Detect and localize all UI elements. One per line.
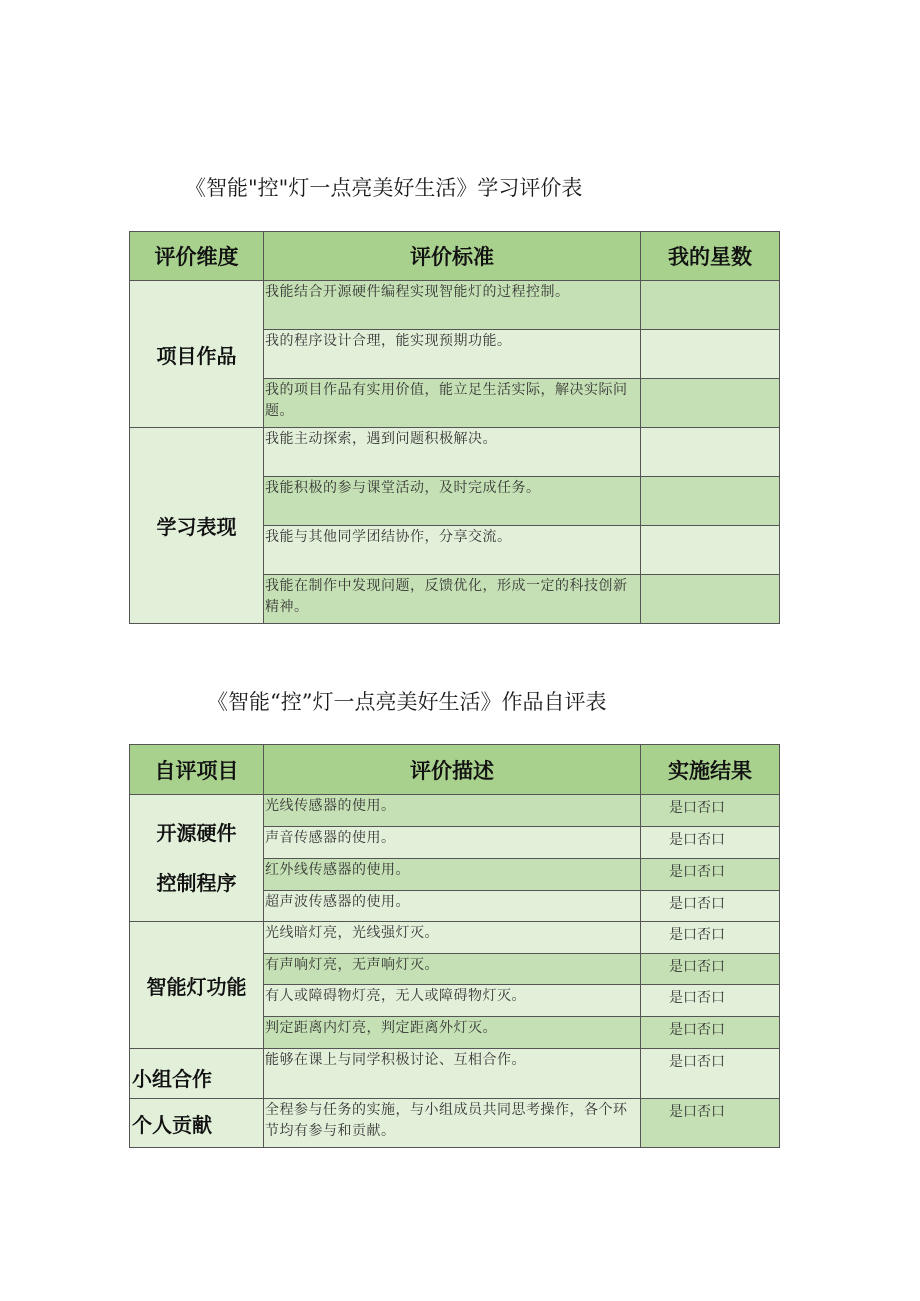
item-group-cooperation: 小组合作 [130, 1049, 264, 1099]
result-checkbox[interactable]: 是口否口 [641, 954, 780, 985]
result-checkbox[interactable]: 是口否口 [641, 1099, 780, 1148]
result-checkbox[interactable]: 是口否口 [641, 891, 780, 922]
star-cell[interactable] [641, 575, 780, 624]
result-checkbox[interactable]: 是口否口 [641, 859, 780, 891]
criterion-text: 我的程序设计合理，能实现预期功能。 [264, 330, 641, 379]
criterion-text: 我能积极的参与课堂活动，及时完成任务。 [264, 477, 641, 526]
header-result: 实施结果 [641, 745, 780, 795]
criterion-text: 我的项目作品有实用价值，能立足生活实际，解决实际问题。 [264, 379, 641, 428]
learning-evaluation-title: 《智能"控"灯一点亮美好生活》学习评价表 [185, 176, 583, 200]
header-self-item: 自评项目 [130, 745, 264, 795]
criterion-text: 我能与其他同学团结协作，分享交流。 [264, 526, 641, 575]
description-text: 全程参与任务的实施，与小组成员共同思考操作，各个环节均有参与和贡献。 [264, 1099, 641, 1148]
criterion-text: 我能主动探索，遇到问题积极解决。 [264, 428, 641, 477]
criterion-text: 我能在制作中发现问题，反馈优化，形成一定的科技创新精神。 [264, 575, 641, 624]
description-text: 超声波传感器的使用。 [264, 891, 641, 922]
star-cell[interactable] [641, 477, 780, 526]
description-text: 声音传感器的使用。 [264, 827, 641, 859]
header-description: 评价描述 [264, 745, 641, 795]
criterion-text: 我能结合开源硬件编程实现智能灯的过程控制。 [264, 281, 641, 330]
result-checkbox[interactable]: 是口否口 [641, 922, 780, 954]
item-line: 控制程序 [156, 871, 237, 895]
result-checkbox[interactable]: 是口否口 [641, 1049, 780, 1099]
learning-evaluation-table [129, 231, 780, 624]
star-cell[interactable] [641, 428, 780, 477]
header-dimension: 评价维度 [130, 232, 264, 281]
star-cell[interactable] [641, 379, 780, 428]
description-text: 判定距离内灯亮，判定距离外灯灭。 [264, 1017, 641, 1049]
header-stars: 我的星数 [641, 232, 780, 281]
description-text: 能够在课上与同学积极讨论、互相合作。 [264, 1049, 641, 1099]
work-self-evaluation-table [129, 744, 780, 1148]
item-smart-light-function: 智能灯功能 [130, 922, 264, 1049]
description-text: 光线暗灯亮，光线强灯灭。 [264, 922, 641, 954]
star-cell[interactable] [641, 526, 780, 575]
dimension-learning-performance: 学习表现 [130, 428, 264, 624]
star-cell[interactable] [641, 330, 780, 379]
star-cell[interactable] [641, 281, 780, 330]
result-checkbox[interactable]: 是口否口 [641, 795, 780, 827]
header-criteria: 评价标准 [264, 232, 641, 281]
description-text: 光线传感器的使用。 [264, 795, 641, 827]
result-checkbox[interactable]: 是口否口 [641, 985, 780, 1017]
description-text: 有声响灯亮，无声响灯灭。 [264, 954, 641, 985]
description-text: 红外线传感器的使用。 [264, 859, 641, 891]
dimension-project-work: 项目作品 [130, 281, 264, 428]
result-checkbox[interactable]: 是口否口 [641, 1017, 780, 1049]
result-checkbox[interactable]: 是口否口 [641, 827, 780, 859]
description-text: 有人或障碍物灯亮，无人或障碍物灯灭。 [264, 985, 641, 1017]
item-personal-contribution: 个人贡献 [130, 1099, 264, 1148]
work-self-evaluation-title: 《智能“控”灯一点亮美好生活》作品自评表 [207, 690, 607, 714]
item-line: 开源硬件 [156, 821, 237, 845]
item-open-source-hardware [130, 795, 264, 922]
